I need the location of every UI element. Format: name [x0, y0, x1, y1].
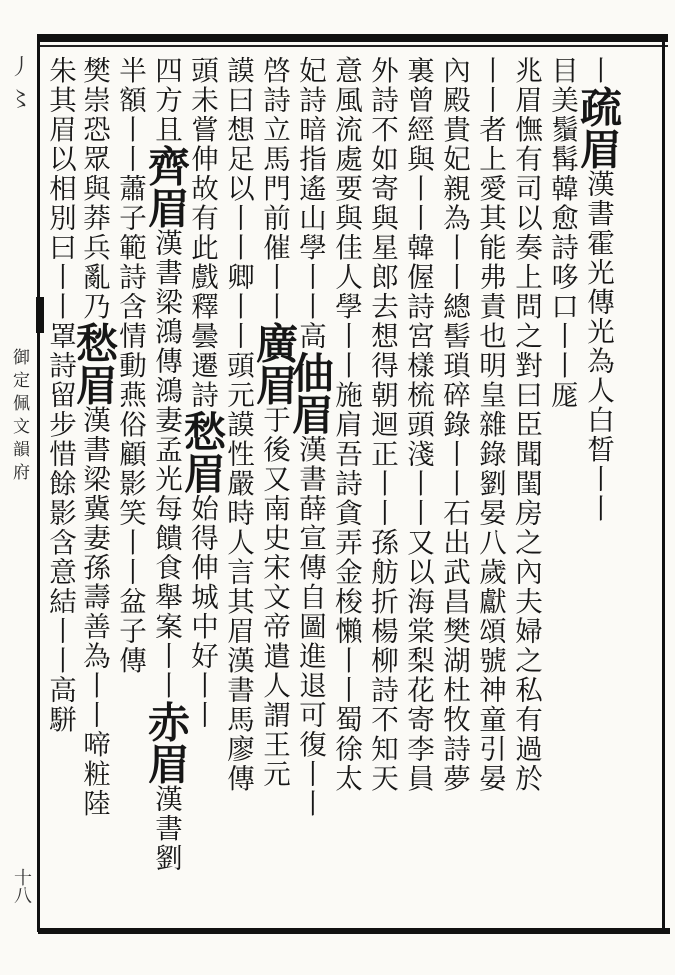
text-column: 丨丨者上愛其能弗責也明皇雜錄劉晏八歲獻頌號神童引晏	[474, 56, 506, 794]
text-column: 內殿貴妃親為丨丨總髻瑣碎錄丨丨石出武昌樊湖杜牧詩夢	[438, 56, 470, 794]
text-column: 意風流處要與佳人學丨丨施肩吾詩貪弄金梭懶丨丨蜀徐太	[330, 56, 362, 794]
book-margin	[0, 0, 38, 975]
margin-top-glyphs: ⼃〻	[6, 55, 31, 119]
text-column: 妃詩暗指遙山學丨丨高伷眉漢書薛宣傳自圖進退可復丨丨	[286, 56, 335, 819]
text-column: 頭未嘗伸故有此戲釋曇遷詩愁眉始得伸城中好丨丨	[178, 56, 227, 730]
headword: 廣眉	[250, 321, 299, 406]
text-column: 目美鬚髯韓愈詩哆口丨丨厖	[546, 56, 578, 410]
text-column: 外詩不如寄與星郎去想得朝迴正丨丨孫舫折楊柳詩不知天	[366, 56, 398, 794]
headword: 愁眉	[70, 321, 119, 406]
margin-book-title: 御定佩文韻府	[9, 348, 29, 486]
headword: 疏眉	[574, 85, 623, 170]
text-column: 半額丨丨蕭子範詩含情動燕俗顧影笑丨丨盆子傳	[114, 56, 146, 676]
text-column: 裏曾經與丨丨韓偓詩宮樣梳頭淺丨丨又以海棠梨花寄李員	[402, 56, 434, 794]
text-column: 丨疏眉漢書霍光傳光為人白晳丨丨	[574, 56, 623, 524]
text-column: 啓詩立馬門前催丨丨廣眉于後又南史宋文帝遣人謂王元	[250, 56, 299, 789]
headword: 齊眉	[142, 144, 191, 229]
headword: 愁眉	[178, 410, 227, 494]
text-column: 朱其眉以相別曰丨丨罩詩留步惜餘影含意結丨丨高駢	[44, 56, 76, 735]
bottom-border-rule	[38, 928, 670, 934]
headword: 伷眉	[286, 351, 335, 435]
top-inner-rule	[38, 45, 668, 47]
text-column: 謨曰想足以丨丨卿丨丨頭元謨性嚴時人言其眉漢書馬廖傳	[222, 56, 254, 794]
text-column: 樊崇恐眾與莽兵亂乃愁眉漢書梁冀妻孫壽善為丨丨啼粧陸	[70, 56, 119, 819]
margin-page-number: 十八	[11, 868, 32, 904]
right-border-rule	[662, 34, 665, 932]
text-column: 四方且齊眉漢書梁鴻傳鴻妻孟光每饋食舉案丨丨赤眉漢書劉	[142, 56, 191, 873]
top-border-rule	[38, 34, 668, 42]
headword: 赤眉	[142, 700, 191, 785]
text-column: 兆眉憮有司以奏上問之對曰臣聞閨房之內夫婦之私有過於	[510, 56, 542, 794]
